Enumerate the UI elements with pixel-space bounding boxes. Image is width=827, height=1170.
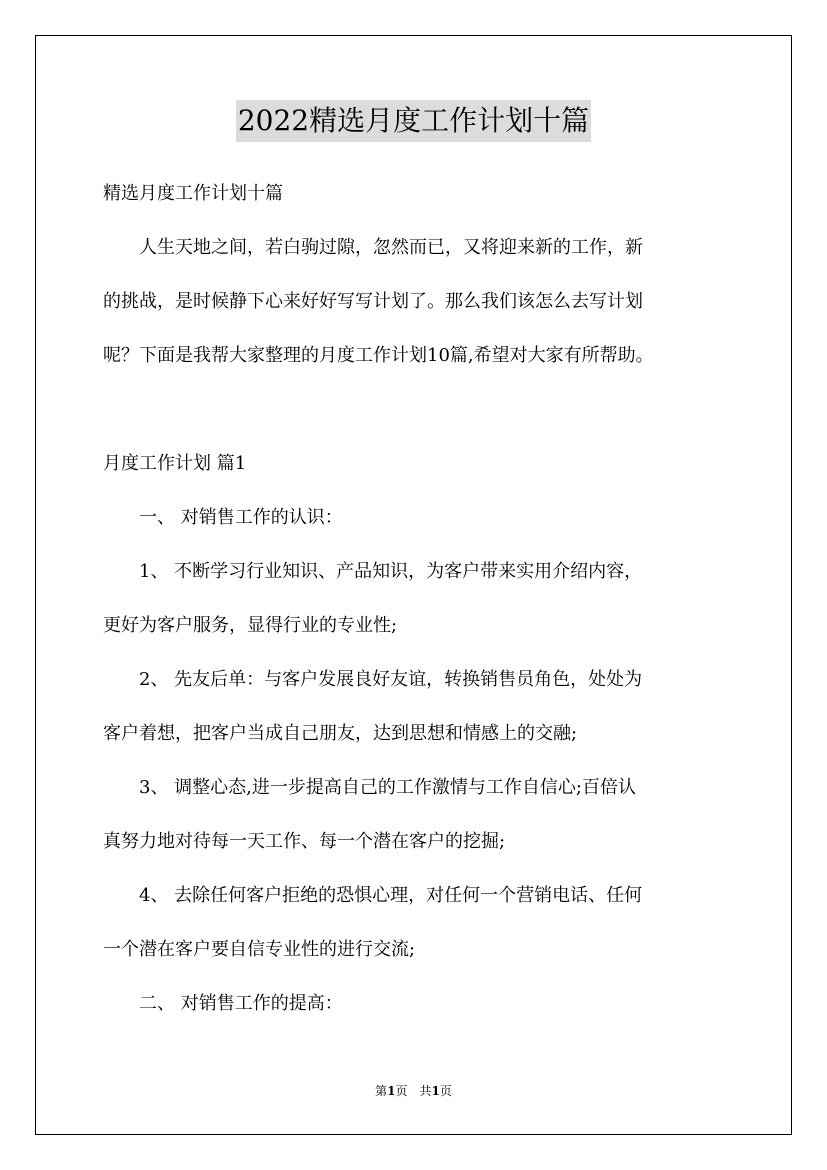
body-line: 真努力地对待每一天工作、每一个潜在客户的挖掘; xyxy=(103,831,506,852)
document-title: 2022精选月度工作计划十篇 xyxy=(236,100,591,142)
body-line: 更好为客户服务，显得行业的专业性; xyxy=(103,615,398,636)
footer-page-total: 1 xyxy=(431,1084,440,1098)
body-line: 呢？下面是我帮大家整理的月度工作计划10篇,希望对大家有所帮助。 xyxy=(103,345,654,366)
subtitle-line: 精选月度工作计划十篇 xyxy=(103,183,283,204)
title-container xyxy=(0,100,827,142)
footer-page-current: 1 xyxy=(387,1084,396,1098)
page-footer xyxy=(0,1083,827,1099)
body-line: 客户着想，把客户当成自己朋友，达到思想和情感上的交融; xyxy=(103,723,578,744)
body-line: 3、 调整心态,进一步提高自己的工作激情与工作自信心;百倍认 xyxy=(103,777,636,798)
body-line: 二、 对销售工作的提高： xyxy=(103,993,343,1014)
body-line: 人生天地之间，若白驹过隙，忽然而已，又将迎来新的工作，新 xyxy=(103,237,643,258)
body-line: 4、 去除任何客户拒绝的恐惧心理，对任何一个营销电话、任何 xyxy=(103,885,643,906)
body-line: 的挑战，是时候静下心来好好写写计划了。那么我们该怎么去写计划 xyxy=(103,291,643,312)
body-line: 一、 对销售工作的认识： xyxy=(103,507,343,528)
body-line: 2、 先友后单：与客户发展良好友谊，转换销售员角色，处处为 xyxy=(103,669,643,690)
body-line: 一个潜在客户要自信专业性的进行交流; xyxy=(103,939,416,960)
footer-suffix: 页 xyxy=(439,1084,452,1098)
section-heading: 月度工作计划 篇1 xyxy=(103,453,247,474)
footer-mid: 页 共 xyxy=(395,1084,432,1098)
body-line: 1、 不断学习行业知识、产品知识，为客户带来实用介绍内容， xyxy=(103,561,643,582)
footer-prefix: 第 xyxy=(375,1084,388,1098)
